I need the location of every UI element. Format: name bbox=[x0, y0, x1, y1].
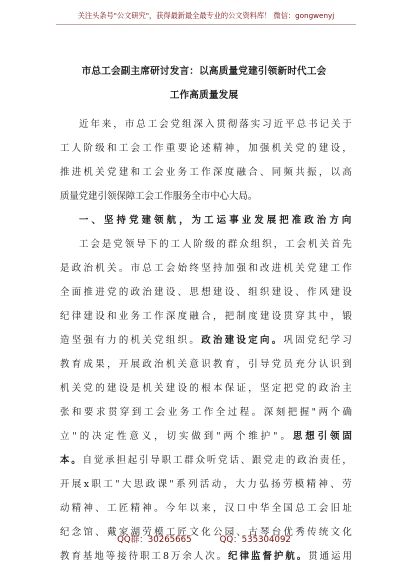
body-line: 造 坚 强 有 力 的 机 关 党 组 织 。 政 治 建 设 定 向 。 巩 固 党 纪 学 习 bbox=[60, 335, 352, 346]
doc-body bbox=[60, 113, 352, 569]
body-line: 全 面 推 进 党 的 政 治 建 设 、 思 想 建 设 、 组 织 建 设 、 作 风 建 设 bbox=[60, 287, 352, 298]
body-line: 立 " 的 决 定 性 意 义 ， 切 实 做 到 " 两 个 维 护 " 。 思 想 引 领 固 bbox=[60, 431, 352, 442]
doc-title-line2: 工作高质量发展 bbox=[169, 90, 239, 101]
body-line: 张 和 要 求 贯 穿 到 工 会 业 务 工 作 全 过 程 。 深 刻 把 握 " 两 个 确 bbox=[60, 407, 352, 418]
body-line: 近 年 来 ， 市 总 工 会 党 组 深 入 贯 彻 落 实 习 近 平 总 书 记 关 于 bbox=[79, 119, 352, 130]
body-line: 工 会 是 党 领 导 下 的 工 人 阶 级 的 群 众 组 织 ， 工 会 机 关 首 先 bbox=[79, 239, 352, 250]
body-line: 质 量 党 建 引 领 保 障 工 会 工 作 服 务 全 市 中 心 大 局 。 bbox=[60, 191, 258, 202]
footer-qq: QQ：535304092 bbox=[219, 535, 291, 545]
body-line: 本 。 自 觉 承 担 起 引 导 职 工 群 众 听 党 话 、 跟 党 走 的 政 治 责 任 ， bbox=[60, 455, 352, 466]
body-line: 教 育 成 果 ， 开 展 政 治 机 关 意 识 教 育 ， 引 导 党 员 充 分 认 识 到 bbox=[60, 359, 352, 370]
body-line: 机 关 党 的 建 设 是 机 关 建 设 的 根 本 保 证 ， 坚 定 把 党 的 政 治 主 bbox=[60, 383, 352, 394]
section-heading: 一 、 坚 持 党 建 领 航 ， 为 工 运 事 业 发 展 把 准 政 治 方 向 bbox=[79, 215, 352, 226]
body-line: 纪 律 建 设 和 业 务 工 作 深 度 融 合 ， 把 制 度 建 设 贯 穿 其 中 ， 锻 bbox=[60, 311, 352, 322]
header-divider bbox=[56, 24, 356, 25]
body-line: 纪 念 馆 、 戴 家 湖 劳 模 工 匠 文 化 公 园 、 古 琴 台 优 秀 传 统 文 化 bbox=[60, 527, 352, 538]
body-line: 开 展 x 职 工 " 大 思 政 课 " 系 列 活 动 ， 大 力 弘 扬 劳 模 精 神 、 劳 bbox=[60, 479, 352, 490]
body-line: 是 政 治 机 关 。 市 总 工 会 始 终 坚 持 加 强 和 改 进 机 关 党 建 工 作 bbox=[60, 263, 352, 274]
footer bbox=[0, 533, 408, 545]
body-line: 推 进 机 关 党 建 和 工 会 业 务 工 作 深 度 融 合 、 同 频 共 振 ， 以 高 bbox=[60, 167, 352, 178]
doc-title-line1: 市总工会副主席研讨发言：以高质量党建引领新时代工会 bbox=[81, 66, 327, 77]
body-line: 工 人 阶 级 和 工 会 工 作 重 要 论 述 精 神 ， 加 强 机 关 党 的 建 设 ， bbox=[60, 143, 352, 154]
body-line: 教 育 基 地 等 接 待 职 工 8 万 余 人 次 。 纪 律 监 督 护 航 。 贯 通 运 用 bbox=[60, 551, 352, 562]
body-line: 动 精 神 、 工 匠 精 神 。 今 年 以 来 ， 汉 口 中 华 全 国 总 工 会 旧 址 bbox=[60, 503, 352, 514]
footer-qq-group: QQ群：30265665 bbox=[117, 535, 192, 545]
header-banner: 关注头条号"公文研究"，获得最新最全最专业的公文资料库！ 微信：gongwenyj bbox=[77, 11, 335, 20]
